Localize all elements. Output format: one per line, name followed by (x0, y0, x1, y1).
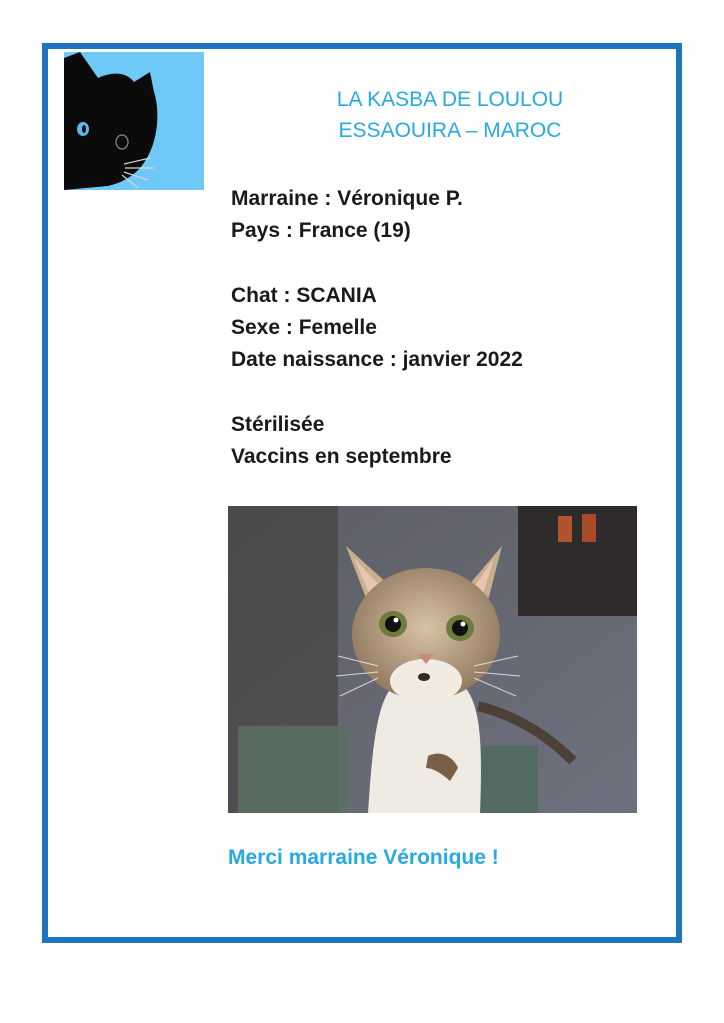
organization-header (230, 84, 670, 146)
vaccination-status: Vaccins en septembre (231, 445, 452, 468)
organization-location: ESSAOUIRA – MAROC (338, 119, 562, 142)
black-cat-logo-icon (64, 52, 204, 190)
thank-you-message: Merci marraine Véronique ! (228, 846, 499, 869)
cat-name: Chat : SCANIA (231, 284, 377, 307)
organization-name: LA KASBA DE LOULOU (336, 88, 564, 111)
cat-sex: Sexe : Femelle (231, 316, 377, 339)
cat-photo (228, 506, 637, 813)
sterilization-status: Stérilisée (231, 413, 325, 436)
cat-birth-date: Date naissance : janvier 2022 (231, 348, 523, 371)
sponsor-country: Pays : France (19) (231, 219, 411, 242)
sponsor-name: Marraine : Véronique P. (231, 187, 463, 210)
sponsorship-info (231, 183, 651, 473)
